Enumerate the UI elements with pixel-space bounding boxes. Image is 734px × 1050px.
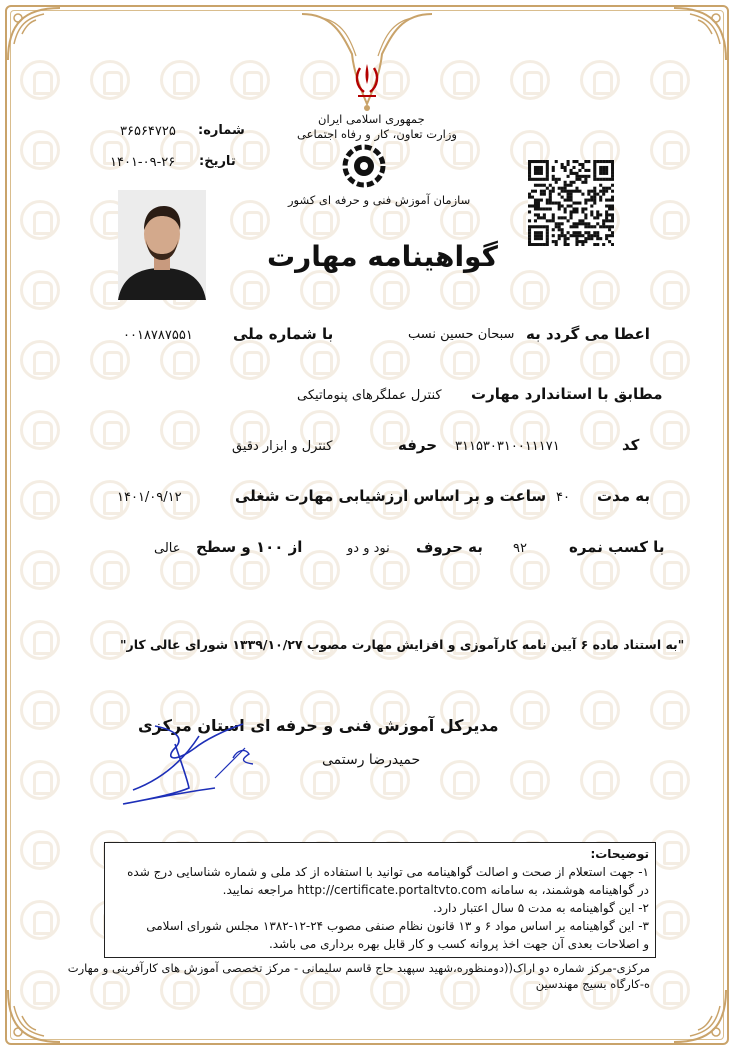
granted-label: اعطا می گردد به [526, 325, 650, 343]
legal-basis: "به استناد ماده ۶ آیین نامه کارآموزی و افزایش مهارت مصوب ۱۳۳۹/۱۰/۲۷ شورای عالی کار" [120, 637, 685, 652]
organization-name: سازمان آموزش فنی و حرفه ای کشور [288, 193, 471, 207]
corner-ornament-icon [4, 4, 64, 64]
notes-line: در گواهینامه هوشمند، به سامانه http://certificate.portaltvto.com مراجعه نمایید. [222, 883, 649, 897]
signatory-title: مدیرکل آموزش فنی و حرفه ای استان مرکزی [138, 716, 499, 735]
notes-line: ۱- جهت استعلام از صحت و اصالت گواهینامه می توانید با استفاده از کد ملی و شماره شناسایی درج شده [127, 865, 649, 879]
holder-photo [118, 190, 206, 300]
corner-ornament-icon [670, 4, 730, 64]
of-label: از ۱۰۰ و سطح [196, 538, 303, 556]
code-label: کد [622, 436, 640, 454]
notes-line: ۳- این گواهینامه بر اساس مواد ۶ و ۱۳ قانون نظام صنفی مصوب ۲۴-۱۲-۱۳۸۲ مجلس شورای اسلامی [146, 919, 649, 933]
national-id-value: ۰۰۱۸۷۸۷۵۵۱ [123, 328, 193, 343]
date-label: تاریخ: [199, 154, 236, 169]
notes-line: و اصلاحات بعدی آن جهت اخذ پروانه کسب و کار قابل بهره برداری می باشد. [268, 937, 649, 951]
standard-label: مطابق با استاندارد مهارت [471, 385, 663, 403]
standard-value: کنترل عملگرهای پنوماتیکی [297, 388, 442, 403]
signatory-name: حمیدرضا رستمی [322, 752, 421, 768]
duration-label: به مدت [597, 487, 650, 505]
tvto-logo-icon [341, 144, 387, 188]
level-value: عالی [154, 541, 181, 556]
assessment-label: ساعت و بر اساس ارزشیابی مهارت شغلی [235, 487, 547, 505]
letters-value: نود و دو [347, 541, 390, 556]
notes-heading: توضیحات: [590, 847, 649, 861]
corner-ornament-icon [670, 986, 730, 1046]
trade-value: کنترل و ابزار دقیق [232, 439, 333, 454]
code-value: ۳۱۱۵۳۰۳۱۰۰۱۱۱۷۱ [455, 439, 560, 454]
footer-line: مرکزی-مرکز شماره دو اراک((دومنظوره،شهید سپهبد حاج قاسم سلیمانی - مرکز تخصصی آموزش های کارآفرینی و مهارت [67, 961, 650, 975]
certificate-title: گواهینامه مهارت [267, 240, 498, 273]
footer-line: ه-کارگاه بسیج مهندسین [535, 977, 650, 991]
assessment-date: ۱۴۰۱/۰۹/۱۲ [117, 490, 182, 505]
trade-label: حرفه [398, 436, 438, 454]
score-value: ۹۲ [513, 541, 527, 556]
number-label: شماره: [198, 123, 245, 138]
notes-box [104, 842, 656, 958]
holder-name: سبحان حسین نسب [408, 327, 515, 342]
national-id-label: با شماره ملی [233, 325, 334, 343]
government-line: جمهوری اسلامی ایران [318, 112, 425, 126]
duration-value: ۴۰ [556, 490, 570, 505]
corner-ornament-icon [4, 986, 64, 1046]
score-label: با کسب نمره [569, 538, 665, 556]
letters-label: به حروف [416, 538, 483, 556]
notes-line: ۲- این گواهینامه به مدت ۵ سال اعتبار دارد. [433, 901, 649, 915]
signature-icon [115, 718, 265, 813]
qr-code [528, 160, 614, 246]
ministry-line: وزارت تعاون، کار و رفاه اجتماعی [297, 127, 457, 141]
date-value: ۱۴۰۱-۰۹-۲۶ [110, 155, 176, 170]
iran-emblem-icon [352, 62, 382, 100]
number-value: ۳۶۵۶۴۷۲۵ [120, 124, 176, 139]
